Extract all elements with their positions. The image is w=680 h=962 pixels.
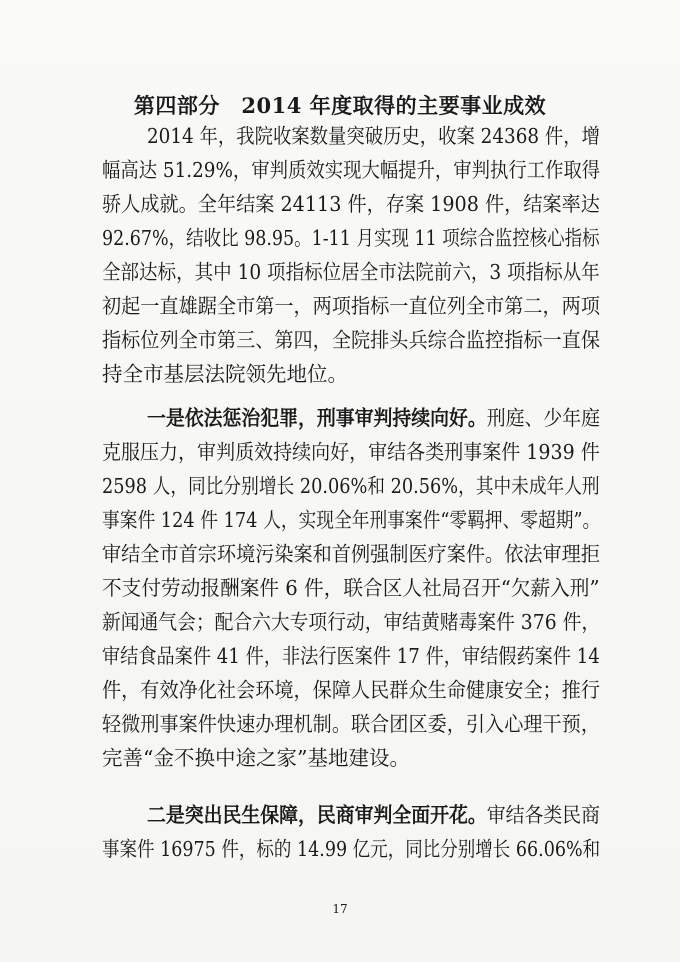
paragraph-line: 事案件 16975 件，标的 14.99 亿元，同比分别增长 66.06%和 xyxy=(102,837,601,861)
paragraph-lead: 一是依法惩治犯罪，刑事审判持续向好。 xyxy=(147,406,487,430)
paragraph-line: 轻微刑事案件快速办理机制。联合团区委，引入心理干预， xyxy=(102,712,600,736)
paragraph-line: 审结食品案件 41 件，非法行医案件 17 件，审结假药案件 14 xyxy=(102,644,600,668)
page-number: 17 xyxy=(332,902,348,916)
paragraph-line: 骄人成就。全年结案 24113 件，存案 1908 件，结案率达 xyxy=(102,192,600,216)
paragraph-line: 事案件 124 件 174 人，实现全年刑事案件“零羁押、零超期”。 xyxy=(102,508,601,532)
paragraph-line: 完善“金不换中途之家”基地建设。 xyxy=(102,746,410,770)
paragraph-line: 2014 年，我院收案数量突破历史，收案 24368 件，增 xyxy=(147,124,600,148)
paragraph-line: 指标位列全市第三、第四，全院排头兵综合监控指标一直保 xyxy=(102,328,600,352)
paragraph-line: 件，有效净化社会环境，保障人民群众生命健康安全；推行 xyxy=(102,678,600,702)
paragraph-text: 审结各类民商 xyxy=(486,803,600,827)
section-title: 第四部分 2014 年度取得的主要事业成效 xyxy=(133,93,547,118)
paragraph-line: 持全市基层法院领先地位。 xyxy=(102,362,348,386)
paragraph-line: 92.67%，结收比 98.95。1-11 月实现 11 项综合监控核心指标 xyxy=(102,226,600,250)
paragraph-first-line xyxy=(147,800,600,830)
paragraph-line: 审结全市首宗环境污染案和首例强制医疗案件。依法审理拒 xyxy=(102,542,600,566)
paragraph-line: 不支付劳动报酬案件 6 件，联合区人社局召开“欠薪入刑” xyxy=(102,576,600,600)
paragraph-line: 初起一直雄踞全市第一，两项指标一直位列全市第二，两项 xyxy=(102,294,600,318)
paragraph-line: 新闻通气会；配合六大专项行动，审结黄赌毒案件 376 件， xyxy=(102,610,601,634)
paragraph-line: 克服压力，审判质效持续向好，审结各类刑事案件 1939 件 xyxy=(102,440,600,464)
paragraph-lead: 二是突出民生保障，民商审判全面开花。 xyxy=(147,803,487,827)
paragraph-line: 2598 人，同比分别增长 20.06%和 20.56%，其中未成年人刑 xyxy=(102,474,600,498)
paragraph-first-line xyxy=(147,403,600,433)
paragraph-text: 刑庭、少年庭 xyxy=(486,406,600,430)
paragraph-line: 幅高达 51.29%，审判质效实现大幅提升，审判执行工作取得 xyxy=(102,158,601,182)
paragraph-line: 全部达标，其中 10 项指标位居全市法院前六，3 项指标从年 xyxy=(102,260,600,284)
